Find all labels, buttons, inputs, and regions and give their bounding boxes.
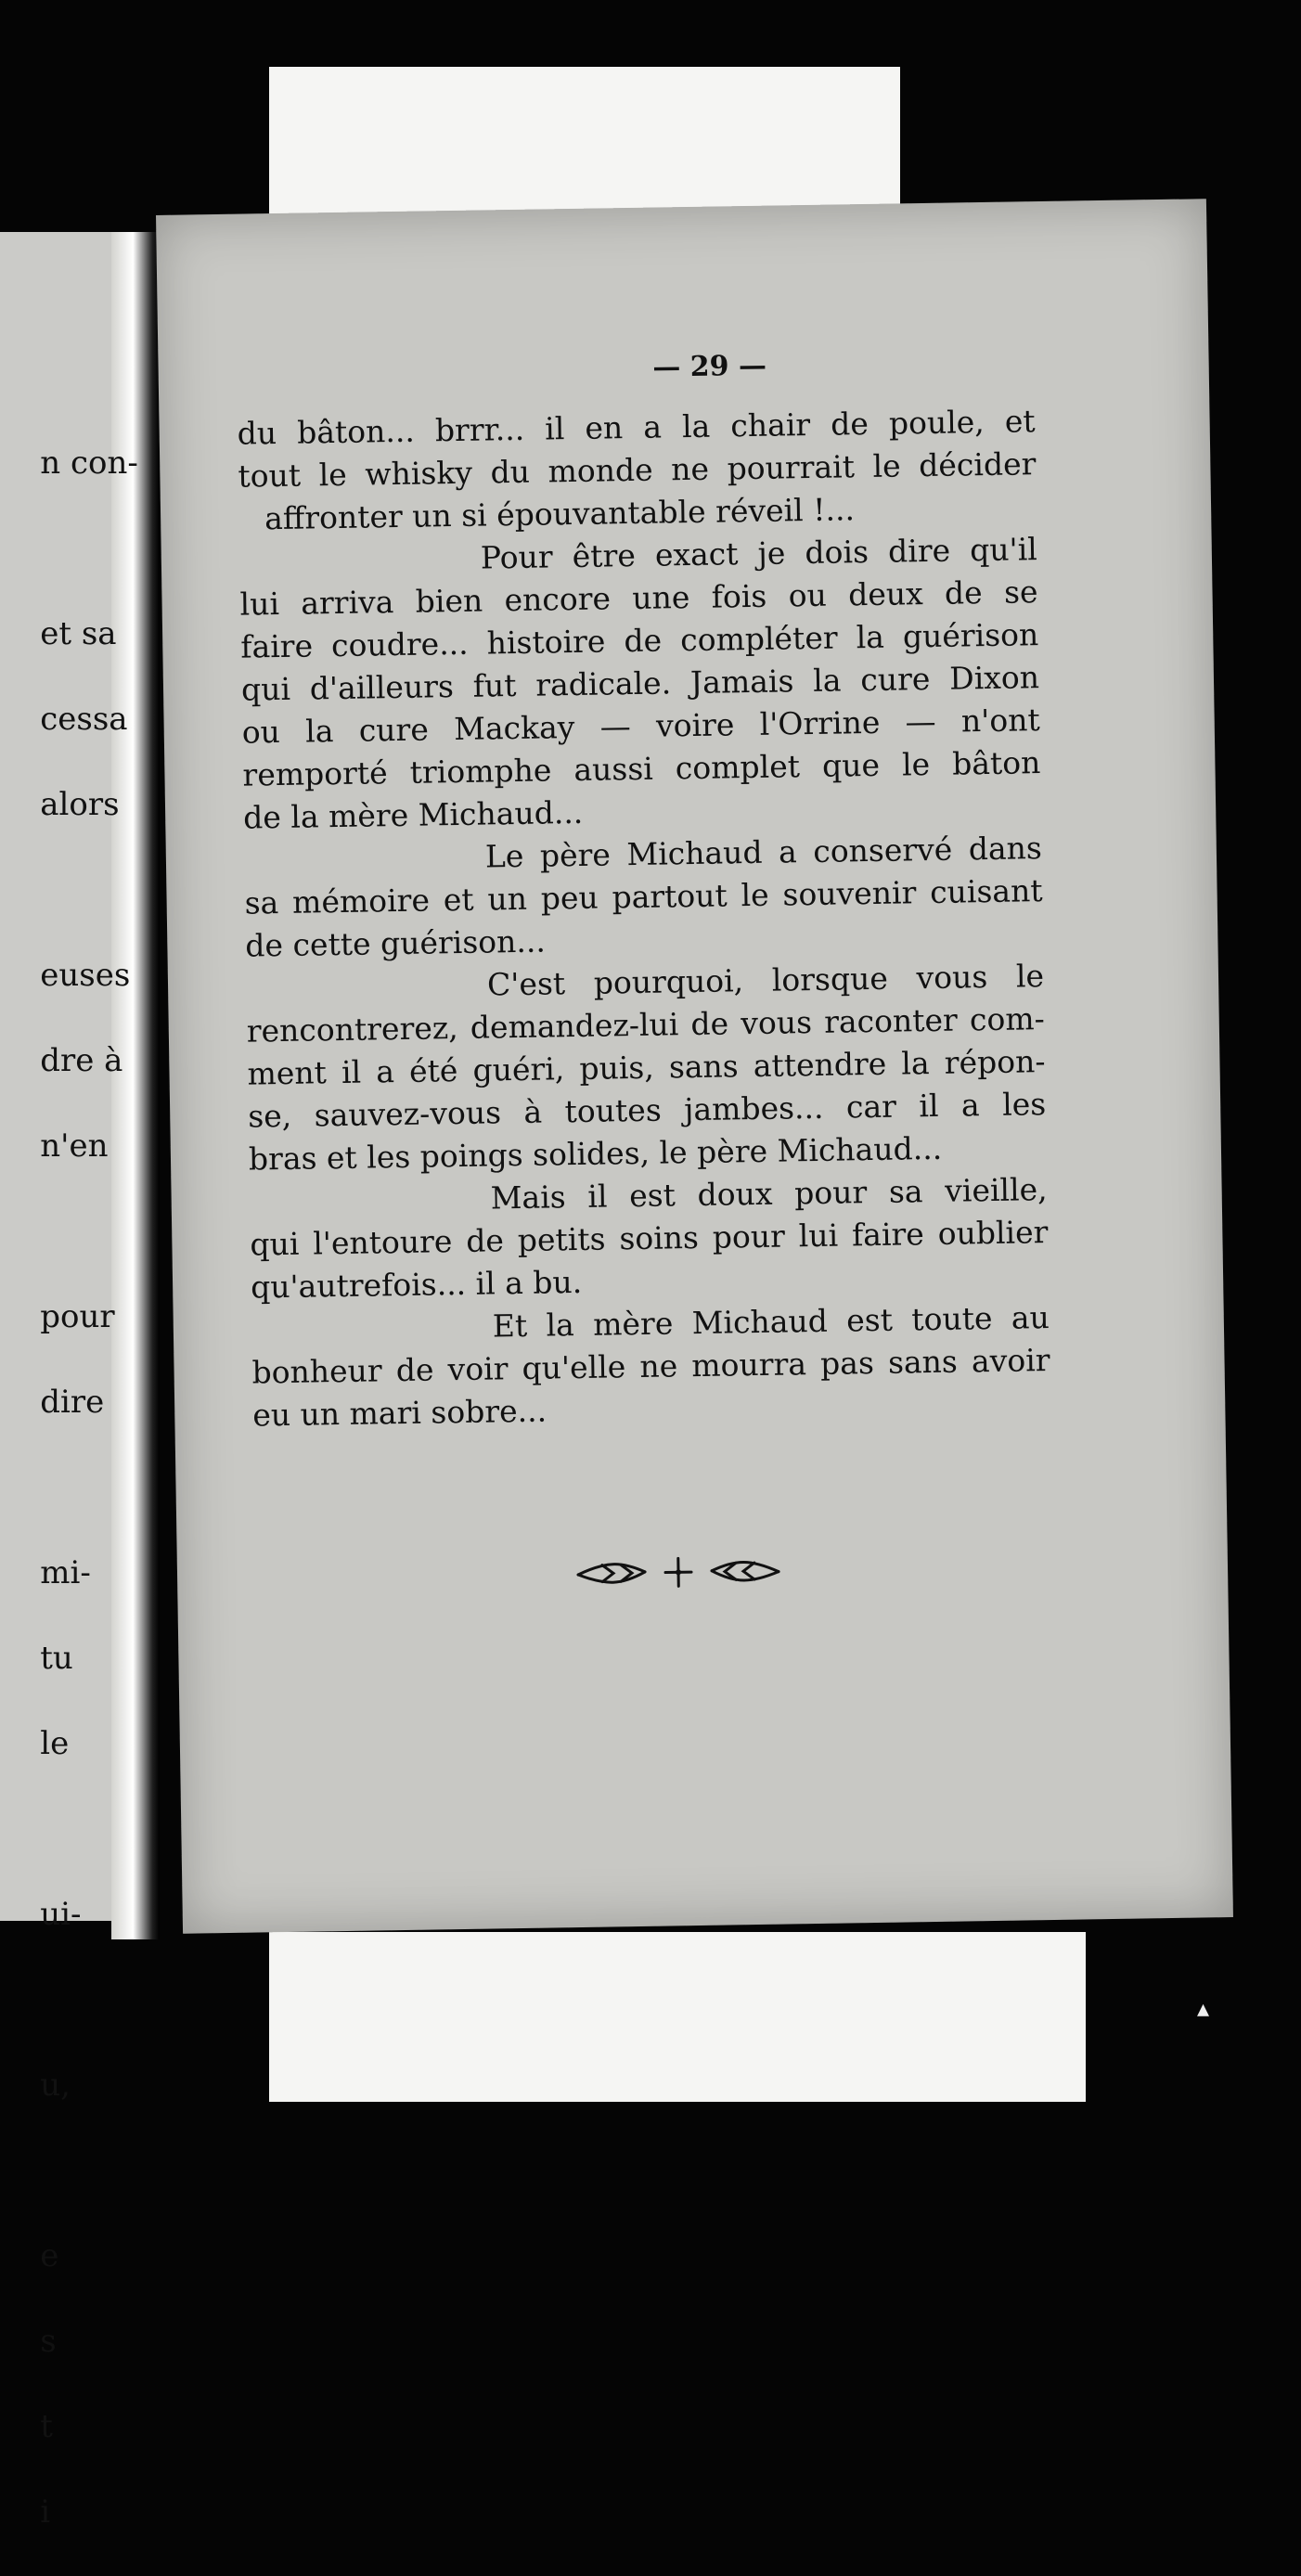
text-line: faire coudre... histoire de compléter la guérison [240,616,1039,665]
text-line: sa mémoire et un peu partout le souvenir cuisant [244,872,1043,921]
left-line: n con- [40,444,138,482]
scan-speck: ▴ [1197,1995,1210,2023]
book-gutter [111,232,160,1939]
page-text-block [236,341,1050,1436]
left-line: dre à [40,1042,123,1079]
text-line: eu un mari sobre... [252,1392,547,1434]
text-line: ou la cure Mackay — voire l'Orrine — n'ont [241,702,1040,751]
left-page-text [0,399,138,2576]
text-line: de cette guérison... [245,922,547,964]
text-line: qu'autrefois... il a bu. [250,1263,583,1306]
right-page [156,199,1233,1934]
text-line: rencontrerez, demandez-lui de vous raconter com- [246,1000,1046,1050]
left-line: i [40,2493,51,2531]
page-number: — 29 — [652,349,767,384]
left-line: tu [40,1640,73,1677]
text-line: lui arriva bien encore une fois ou deux de se [239,573,1038,623]
left-line: alors [40,786,120,823]
text-line: affronter un si épouvantable réveil !... [264,491,856,537]
left-line: euses [40,957,131,994]
left-line: pour [40,1298,115,1335]
text-line: C'est pourquoi, lorsque vous le [486,958,1045,1003]
text-line: bonheur de voir qu'elle ne mourra pas sans avoir [251,1342,1050,1391]
text-line: remporté triomphe aussi complet que le bâton [242,744,1041,793]
left-line: t [40,2408,53,2445]
text-line: du bâton... brrr... il en a la chair de poule, et [237,403,1036,452]
text-line: Le père Michaud a conservé dans [484,830,1043,875]
left-line: dire [40,1384,105,1421]
text-line: ment il a été guéri, puis, sans attendre la répon- [247,1043,1046,1092]
text-line: qui l'entoure de petits soins pour lui faire oublier [250,1214,1049,1263]
text-line: se, sauvez-vous à toutes jambes... car il a les [247,1086,1047,1135]
text-line: de la mère Michaud... [242,793,584,836]
left-line: mi- [40,1554,91,1591]
text-line: Pour être exact je dois dire qu'il [480,531,1038,576]
fleuron-ornament-icon [567,1551,791,1591]
left-line: u, [40,2067,71,2104]
left-line: n'en [40,1127,109,1165]
left-line: cessa [40,701,128,738]
text-line: tout le whisky du monde ne pourrait le décider [238,445,1037,495]
text-line: Et la mère Michaud est toute au [492,1299,1050,1345]
left-line: et sa [40,615,117,652]
left-line: ui- [40,1896,82,1933]
text-line: qui d'ailleurs fut radicale. Jamais la cure Dixon [240,659,1040,708]
left-line: s [40,2323,57,2360]
left-line: e [40,2237,59,2274]
left-line: le [40,1725,70,1762]
bottom-paper-strip [269,1932,1086,2102]
text-line: Mais il est doux pour sa vieille, [490,1171,1048,1217]
text-line: bras et les poings solides, le père Michaud... [248,1129,943,1178]
